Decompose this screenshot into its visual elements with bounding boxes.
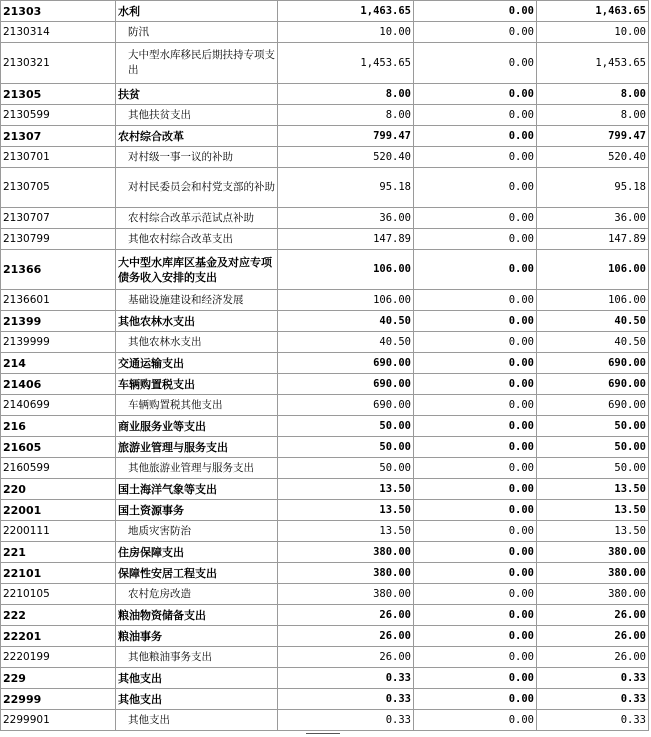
row-amount-final: 50.00 bbox=[537, 416, 649, 437]
row-name: 对村民委员会和村党支部的补助 bbox=[116, 168, 278, 208]
row-amount-total: 380.00 bbox=[278, 563, 414, 584]
row-amount-mid: 0.00 bbox=[414, 626, 537, 647]
table-row bbox=[1, 563, 649, 584]
table-row bbox=[1, 105, 649, 126]
table-row bbox=[1, 521, 649, 542]
row-name: 商业服务业等支出 bbox=[116, 416, 278, 437]
table-row bbox=[1, 437, 649, 458]
row-amount-final: 380.00 bbox=[537, 542, 649, 563]
row-code: 21305 bbox=[1, 84, 116, 105]
row-code: 214 bbox=[1, 353, 116, 374]
row-amount-total: 13.50 bbox=[278, 479, 414, 500]
row-code: 21406 bbox=[1, 374, 116, 395]
row-amount-mid: 0.00 bbox=[414, 710, 537, 731]
row-name: 住房保障支出 bbox=[116, 542, 278, 563]
row-code: 2136601 bbox=[1, 290, 116, 311]
row-code: 2160599 bbox=[1, 458, 116, 479]
row-amount-final: 690.00 bbox=[537, 374, 649, 395]
row-name: 车辆购置税支出 bbox=[116, 374, 278, 395]
row-amount-mid: 0.00 bbox=[414, 43, 537, 84]
row-amount-final: 13.50 bbox=[537, 500, 649, 521]
row-code: 21303 bbox=[1, 1, 116, 22]
row-amount-final: 1,463.65 bbox=[537, 1, 649, 22]
row-amount-mid: 0.00 bbox=[414, 668, 537, 689]
row-code: 2130599 bbox=[1, 105, 116, 126]
row-amount-total: 26.00 bbox=[278, 605, 414, 626]
row-amount-final: 0.33 bbox=[537, 689, 649, 710]
row-name: 车辆购置税其他支出 bbox=[116, 395, 278, 416]
row-amount-mid: 0.00 bbox=[414, 332, 537, 353]
table-row bbox=[1, 542, 649, 563]
row-code: 21366 bbox=[1, 250, 116, 290]
row-amount-mid: 0.00 bbox=[414, 353, 537, 374]
row-amount-mid: 0.00 bbox=[414, 22, 537, 43]
row-amount-mid: 0.00 bbox=[414, 311, 537, 332]
row-name: 农村危房改造 bbox=[116, 584, 278, 605]
row-amount-mid: 0.00 bbox=[414, 374, 537, 395]
row-amount-final: 1,453.65 bbox=[537, 43, 649, 84]
row-amount-mid: 0.00 bbox=[414, 395, 537, 416]
row-name: 水利 bbox=[116, 1, 278, 22]
row-amount-mid: 0.00 bbox=[414, 542, 537, 563]
table-row bbox=[1, 208, 649, 229]
row-name: 地质灾害防治 bbox=[116, 521, 278, 542]
row-amount-total: 36.00 bbox=[278, 208, 414, 229]
row-amount-total: 50.00 bbox=[278, 437, 414, 458]
row-code: 22999 bbox=[1, 689, 116, 710]
row-name: 扶贫 bbox=[116, 84, 278, 105]
row-amount-mid: 0.00 bbox=[414, 250, 537, 290]
row-code: 21307 bbox=[1, 126, 116, 147]
row-code: 2130314 bbox=[1, 22, 116, 43]
row-amount-mid: 0.00 bbox=[414, 584, 537, 605]
row-amount-total: 10.00 bbox=[278, 22, 414, 43]
row-amount-final: 8.00 bbox=[537, 105, 649, 126]
row-amount-total: 0.33 bbox=[278, 668, 414, 689]
row-amount-mid: 0.00 bbox=[414, 1, 537, 22]
row-amount-total: 13.50 bbox=[278, 521, 414, 542]
row-amount-final: 0.33 bbox=[537, 710, 649, 731]
row-amount-total: 380.00 bbox=[278, 584, 414, 605]
row-code: 221 bbox=[1, 542, 116, 563]
row-amount-total: 26.00 bbox=[278, 626, 414, 647]
row-amount-total: 690.00 bbox=[278, 353, 414, 374]
row-code: 220 bbox=[1, 479, 116, 500]
row-name: 其他扶贫支出 bbox=[116, 105, 278, 126]
row-name: 对村级一事一议的补助 bbox=[116, 147, 278, 168]
row-amount-final: 13.50 bbox=[537, 479, 649, 500]
row-amount-mid: 0.00 bbox=[414, 479, 537, 500]
row-amount-total: 106.00 bbox=[278, 290, 414, 311]
row-amount-final: 26.00 bbox=[537, 605, 649, 626]
row-amount-final: 106.00 bbox=[537, 290, 649, 311]
row-name: 旅游业管理与服务支出 bbox=[116, 437, 278, 458]
table-row bbox=[1, 605, 649, 626]
row-amount-total: 50.00 bbox=[278, 458, 414, 479]
row-amount-total: 40.50 bbox=[278, 332, 414, 353]
row-amount-mid: 0.00 bbox=[414, 126, 537, 147]
row-amount-total: 106.00 bbox=[278, 250, 414, 290]
table-row bbox=[1, 479, 649, 500]
row-code: 222 bbox=[1, 605, 116, 626]
table-row bbox=[1, 168, 649, 208]
row-amount-final: 520.40 bbox=[537, 147, 649, 168]
table-row bbox=[1, 584, 649, 605]
row-amount-mid: 0.00 bbox=[414, 689, 537, 710]
row-amount-final: 26.00 bbox=[537, 647, 649, 668]
row-amount-final: 40.50 bbox=[537, 311, 649, 332]
row-amount-total: 690.00 bbox=[278, 395, 414, 416]
table-row bbox=[1, 229, 649, 250]
row-amount-final: 147.89 bbox=[537, 229, 649, 250]
row-amount-total: 147.89 bbox=[278, 229, 414, 250]
row-code: 2200111 bbox=[1, 521, 116, 542]
row-name: 其他旅游业管理与服务支出 bbox=[116, 458, 278, 479]
row-name: 保障性安居工程支出 bbox=[116, 563, 278, 584]
row-amount-mid: 0.00 bbox=[414, 416, 537, 437]
row-amount-mid: 0.00 bbox=[414, 437, 537, 458]
row-amount-final: 36.00 bbox=[537, 208, 649, 229]
row-code: 21399 bbox=[1, 311, 116, 332]
row-amount-mid: 0.00 bbox=[414, 605, 537, 626]
row-code: 2139999 bbox=[1, 332, 116, 353]
budget-table-body bbox=[1, 1, 649, 731]
row-amount-final: 50.00 bbox=[537, 437, 649, 458]
row-code: 2210105 bbox=[1, 584, 116, 605]
row-amount-final: 380.00 bbox=[537, 584, 649, 605]
row-amount-total: 1,453.65 bbox=[278, 43, 414, 84]
row-name: 粮油物资储备支出 bbox=[116, 605, 278, 626]
row-name: 基础设施建设和经济发展 bbox=[116, 290, 278, 311]
row-amount-total: 520.40 bbox=[278, 147, 414, 168]
row-amount-final: 13.50 bbox=[537, 521, 649, 542]
table-row bbox=[1, 416, 649, 437]
row-amount-final: 690.00 bbox=[537, 353, 649, 374]
page-bottom-marker bbox=[306, 733, 340, 734]
row-amount-total: 380.00 bbox=[278, 542, 414, 563]
row-amount-mid: 0.00 bbox=[414, 290, 537, 311]
row-amount-final: 50.00 bbox=[537, 458, 649, 479]
row-amount-mid: 0.00 bbox=[414, 563, 537, 584]
row-amount-total: 40.50 bbox=[278, 311, 414, 332]
table-row bbox=[1, 689, 649, 710]
row-name: 农村综合改革 bbox=[116, 126, 278, 147]
row-name: 其他粮油事务支出 bbox=[116, 647, 278, 668]
row-name: 防汛 bbox=[116, 22, 278, 43]
row-code: 229 bbox=[1, 668, 116, 689]
row-amount-final: 8.00 bbox=[537, 84, 649, 105]
row-name: 大中型水库移民后期扶持专项支出 bbox=[116, 43, 278, 84]
table-row bbox=[1, 500, 649, 521]
row-amount-total: 95.18 bbox=[278, 168, 414, 208]
row-amount-total: 690.00 bbox=[278, 374, 414, 395]
table-row bbox=[1, 374, 649, 395]
row-name: 交通运输支出 bbox=[116, 353, 278, 374]
row-amount-mid: 0.00 bbox=[414, 229, 537, 250]
row-amount-total: 0.33 bbox=[278, 689, 414, 710]
table-row bbox=[1, 353, 649, 374]
row-amount-final: 106.00 bbox=[537, 250, 649, 290]
row-amount-mid: 0.00 bbox=[414, 521, 537, 542]
row-amount-total: 26.00 bbox=[278, 647, 414, 668]
row-amount-total: 8.00 bbox=[278, 105, 414, 126]
row-name: 国土海洋气象等支出 bbox=[116, 479, 278, 500]
row-code: 2220199 bbox=[1, 647, 116, 668]
table-row bbox=[1, 626, 649, 647]
row-code: 22201 bbox=[1, 626, 116, 647]
row-amount-final: 26.00 bbox=[537, 626, 649, 647]
row-code: 21605 bbox=[1, 437, 116, 458]
row-code: 2130705 bbox=[1, 168, 116, 208]
row-amount-mid: 0.00 bbox=[414, 458, 537, 479]
table-row bbox=[1, 332, 649, 353]
row-code: 2130321 bbox=[1, 43, 116, 84]
row-amount-final: 95.18 bbox=[537, 168, 649, 208]
row-amount-total: 8.00 bbox=[278, 84, 414, 105]
row-code: 2130707 bbox=[1, 208, 116, 229]
row-code: 2130799 bbox=[1, 229, 116, 250]
row-amount-mid: 0.00 bbox=[414, 105, 537, 126]
row-amount-mid: 0.00 bbox=[414, 647, 537, 668]
row-code: 2299901 bbox=[1, 710, 116, 731]
row-amount-mid: 0.00 bbox=[414, 208, 537, 229]
table-row bbox=[1, 395, 649, 416]
row-amount-total: 799.47 bbox=[278, 126, 414, 147]
table-row bbox=[1, 458, 649, 479]
row-amount-total: 50.00 bbox=[278, 416, 414, 437]
row-amount-final: 690.00 bbox=[537, 395, 649, 416]
row-amount-mid: 0.00 bbox=[414, 500, 537, 521]
row-amount-final: 799.47 bbox=[537, 126, 649, 147]
row-name: 其他农村综合改革支出 bbox=[116, 229, 278, 250]
row-name: 农村综合改革示范试点补助 bbox=[116, 208, 278, 229]
row-amount-final: 0.33 bbox=[537, 668, 649, 689]
row-amount-mid: 0.00 bbox=[414, 168, 537, 208]
row-name: 其他支出 bbox=[116, 668, 278, 689]
table-row bbox=[1, 710, 649, 731]
table-row bbox=[1, 311, 649, 332]
row-amount-total: 0.33 bbox=[278, 710, 414, 731]
table-row bbox=[1, 22, 649, 43]
row-amount-mid: 0.00 bbox=[414, 147, 537, 168]
row-name: 其他农林水支出 bbox=[116, 311, 278, 332]
row-code: 22001 bbox=[1, 500, 116, 521]
table-row bbox=[1, 1, 649, 22]
row-amount-mid: 0.00 bbox=[414, 84, 537, 105]
row-code: 2140699 bbox=[1, 395, 116, 416]
table-row bbox=[1, 43, 649, 84]
row-name: 大中型水库库区基金及对应专项债务收入安排的支出 bbox=[116, 250, 278, 290]
row-amount-final: 10.00 bbox=[537, 22, 649, 43]
table-row bbox=[1, 668, 649, 689]
table-row bbox=[1, 84, 649, 105]
table-row bbox=[1, 126, 649, 147]
row-amount-final: 380.00 bbox=[537, 563, 649, 584]
row-amount-final: 40.50 bbox=[537, 332, 649, 353]
row-code: 2130701 bbox=[1, 147, 116, 168]
table-row bbox=[1, 290, 649, 311]
row-amount-total: 13.50 bbox=[278, 500, 414, 521]
table-row bbox=[1, 147, 649, 168]
row-name: 粮油事务 bbox=[116, 626, 278, 647]
table-row bbox=[1, 647, 649, 668]
row-code: 216 bbox=[1, 416, 116, 437]
row-code: 22101 bbox=[1, 563, 116, 584]
row-amount-total: 1,463.65 bbox=[278, 1, 414, 22]
row-name: 国土资源事务 bbox=[116, 500, 278, 521]
table-row bbox=[1, 250, 649, 290]
row-name: 其他支出 bbox=[116, 710, 278, 731]
row-name: 其他支出 bbox=[116, 689, 278, 710]
row-name: 其他农林水支出 bbox=[116, 332, 278, 353]
